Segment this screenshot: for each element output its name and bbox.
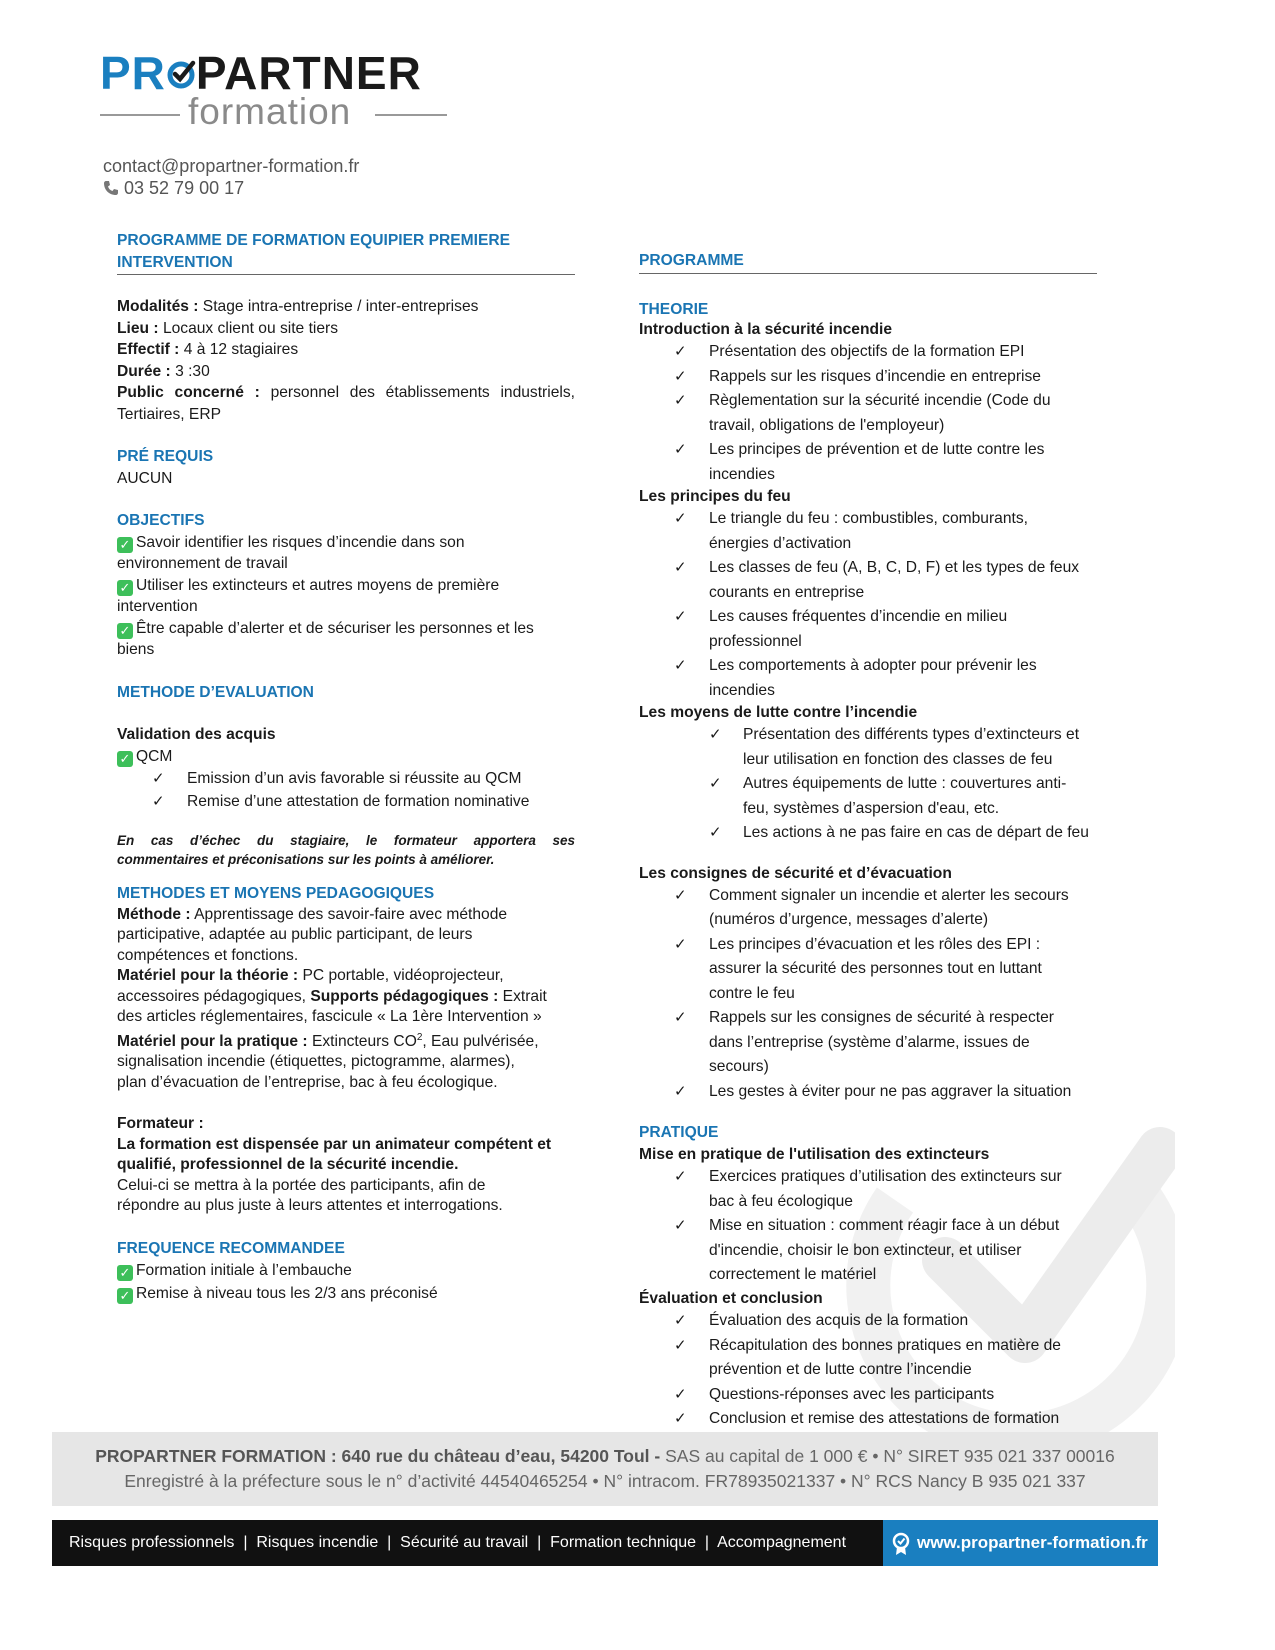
section-title: Les principes du feu	[639, 488, 791, 505]
program-item	[639, 821, 1097, 846]
program-item	[639, 556, 1097, 605]
frequence-text: Remise à niveau tous les 2/3 ans préconisé	[136, 1285, 438, 1303]
frequence-item	[117, 1259, 575, 1282]
check-icon: ✓	[117, 751, 133, 767]
frequence-text: Formation initiale à l’embauche	[136, 1262, 352, 1280]
logo-pro-text: PR	[100, 47, 166, 99]
prerequis-heading: PRÉ REQUIS	[117, 448, 214, 465]
duree-line: Durée : 3 :30	[117, 362, 210, 380]
section-title: Les moyens de lutte contre l’incendie	[639, 704, 918, 721]
program-item	[639, 365, 1097, 390]
tick-icon: ✓	[709, 824, 722, 841]
program-item-line: Les actions à ne pas faire en cas de départ de feu	[743, 824, 1089, 841]
contact-email[interactable]: contact@propartner-formation.fr	[103, 156, 360, 176]
section-title: Évaluation et conclusion	[639, 1289, 823, 1307]
program-item	[639, 438, 1097, 487]
logo-sub-text: formation	[188, 91, 352, 132]
program-item-line: bac à feu écologique	[709, 1192, 853, 1210]
prerequis-value: AUCUN	[117, 469, 173, 487]
tick-icon: ✓	[674, 1168, 687, 1185]
tick-icon: ✓	[674, 1082, 687, 1100]
effectif-line: Effectif : 4 à 12 stagiaires	[117, 341, 299, 358]
frequence-item	[117, 1282, 575, 1305]
tick-icon: ✓	[674, 1217, 687, 1234]
program-item-line: Les gestes à éviter pour ne pas aggraver la situation	[709, 1082, 1072, 1100]
section-title: Mise en pratique de l'utilisation des extincteurs	[639, 1145, 990, 1163]
tick-icon: ✓	[674, 441, 687, 458]
website-text: www.propartner-formation.fr	[917, 1533, 1148, 1552]
logo-subtitle	[100, 92, 474, 132]
lieu-line: Lieu : Locaux client ou site tiers	[117, 319, 339, 337]
tick-icon: ✓	[674, 608, 687, 625]
program-item-line: Évaluation des acquis de la formation	[709, 1312, 969, 1329]
program-item	[639, 884, 1097, 933]
tick-icon: ✓	[152, 770, 165, 787]
tick-icon: ✓	[674, 367, 687, 385]
program-item-line: Règlementation sur la sécurité incendie (Code du	[709, 392, 1051, 409]
check-icon: ✓	[117, 623, 133, 639]
program-item-line: leur utilisation en fonction des classes de feu	[743, 750, 1053, 768]
program-item-line: courants en entreprise	[709, 583, 865, 601]
programme-heading: PROGRAMME	[639, 250, 1097, 274]
echec-note: En cas d’échec du stagiaire, le formateur apportera ses commentaires et préconisations sur les points à améliorer.	[117, 833, 575, 867]
tick-icon: ✓	[674, 559, 687, 576]
program-item-line: correctement le matériel	[709, 1266, 877, 1283]
program-item-line: contre le feu	[709, 984, 795, 1002]
contact-phone[interactable]	[103, 178, 244, 199]
program-item	[639, 1309, 1097, 1334]
program-item-line: Les causes fréquentes d’incendie en milieu	[709, 608, 1008, 625]
tick-icon: ✓	[709, 726, 722, 743]
tick-icon: ✓	[674, 510, 687, 527]
website-link[interactable]	[883, 1520, 1158, 1566]
program-item	[639, 1334, 1097, 1383]
program-item	[639, 340, 1097, 365]
programme-title: PROGRAMME DE FORMATION EQUIPIER PREMIERE INTERVENTION	[117, 230, 575, 275]
logo-partner-text: PARTNER	[195, 47, 422, 99]
program-item	[639, 1214, 1097, 1288]
tick-icon: ✓	[709, 775, 722, 792]
objectif-item	[117, 532, 575, 575]
pratique-sections	[639, 1144, 1097, 1432]
methode-block: Méthode : Apprentissage des savoir-faire avec méthode participative, adaptée au public participant, de leurs compétences et fonctions. Matériel pour la théorie : PC portable, vidéoprojecteur, accessoires pédagogiques, Supports pédagogiques : Extrait des articles réglementaires, fascicule « La 1ère Intervention » Matériel pour la pratique : Extincteurs $CO^2$, Eau pulvérisée, signalisation incendie (étiquettes, pictogramme, alarmes), plan d’évacuation de l’entreprise, bac à feu écologique.	[117, 905, 547, 1091]
program-item-line: Autres équipements de lutte : couvertures anti-	[743, 775, 1067, 792]
program-item-line: d'incendie, choisir le bon extincteur, et utiliser	[709, 1241, 1022, 1259]
program-item-line: dans l’entreprise (système d’alarme, issues de	[709, 1033, 1030, 1051]
check-icon: ✓	[117, 1265, 133, 1281]
evaluation-heading: METHODE D’EVALUATION	[117, 683, 314, 701]
eval-text: Emission d’un avis favorable si réussite au QCM	[187, 770, 522, 787]
objectif-text: Être capable d’alerter et de sécuriser les personnes et les	[136, 619, 534, 637]
objectif-line: intervention	[117, 598, 198, 615]
tick-icon: ✓	[674, 1312, 687, 1329]
eval-item	[117, 790, 575, 813]
program-item-line: Les classes de feu (A, B, C, D, F) et les types de feux	[709, 559, 1080, 576]
eval-text: Remise d’une attestation de formation nominative	[187, 793, 530, 810]
eval-item	[117, 767, 575, 790]
program-item-line: Le triangle du feu : combustibles, comburants,	[709, 510, 1028, 527]
modalites-line: Modalités : Stage intra-entreprise / inter-entreprises	[117, 298, 479, 315]
program-item	[639, 1407, 1097, 1432]
category-links[interactable]: Risques professionnels | Risques incendie | Sécurité au travail | Formation technique | Accompagnement	[69, 1534, 847, 1551]
qcm-line: ✓ QCM	[117, 746, 575, 768]
right-column	[639, 250, 1097, 1432]
program-item	[639, 605, 1097, 654]
tick-icon: ✓	[674, 392, 687, 409]
program-item-line: Les principes d’évacuation et les rôles des EPI :	[709, 935, 1041, 953]
objectif-item	[117, 618, 575, 661]
objectif-text: Savoir identifier les risques d’incendie dans son	[136, 533, 465, 551]
program-item-line: Récapitulation des bonnes pratiques en matière de	[709, 1336, 1061, 1354]
section-title: Les consignes de sécurité et d’évacuation	[639, 864, 952, 882]
objectif-line: biens	[117, 641, 155, 658]
check-icon: ✓	[117, 1288, 133, 1304]
program-item-line: Les comportements à adopter pour prévenir les	[709, 657, 1037, 674]
section-gap	[639, 846, 1097, 864]
tick-icon: ✓	[674, 886, 687, 904]
check-icon: ✓	[117, 580, 133, 596]
program-item-line: Questions-réponses avec les participants	[709, 1385, 995, 1403]
program-item-line: Les principes de prévention et de lutte contre les	[709, 441, 1045, 458]
tick-icon: ✓	[152, 793, 165, 810]
legal-footer: PROPARTNER FORMATION : 640 rue du château d’eau, 54200 Toul - SAS au capital de 1 000 € • N° SIRET 935 021 337 00016 Enregistré à la préfecture sous le n° d’activité 44540465254 • N° intracom. FR78935021337 • N° RCS Nancy B 935 021 337	[52, 1432, 1158, 1506]
phone-number: 03 52 79 00 17	[124, 178, 245, 198]
program-item-line: (numéros d’urgence, messages d’alerte)	[709, 911, 989, 928]
theorie-heading: THEORIE	[639, 300, 709, 318]
program-item-line: travail, obligations de l'employeur)	[709, 416, 945, 434]
left-column	[117, 230, 575, 1305]
frequence-list	[117, 1259, 575, 1305]
public-line-2: Tertiaires, ERP	[117, 405, 221, 423]
program-item-line: prévention et de lutte contre l’incendie	[709, 1361, 972, 1378]
program-item-line: énergies d’activation	[709, 534, 852, 552]
objectifs-heading: OBJECTIFS	[117, 512, 205, 529]
program-item	[639, 1165, 1097, 1214]
program-item-line: Mise en situation : comment réagir face à un début	[709, 1217, 1060, 1234]
program-item-line: Présentation des objectifs de la formation EPI	[709, 343, 1025, 360]
program-item	[639, 1006, 1097, 1080]
logo-check-icon	[166, 57, 196, 91]
tick-icon: ✓	[674, 657, 687, 674]
program-item-line: feu, systèmes d’aspersion d'eau, etc.	[743, 799, 1000, 817]
program-item	[639, 507, 1097, 556]
frequence-heading: FREQUENCE RECOMMANDEE	[117, 1239, 345, 1257]
program-item-line: secours)	[709, 1058, 769, 1075]
program-item-line: Exercices pratiques d’utilisation des extincteurs sur	[709, 1168, 1062, 1185]
program-item-line: professionnel	[709, 632, 802, 650]
objectif-item	[117, 575, 575, 618]
objectif-line	[117, 575, 575, 597]
tick-icon: ✓	[674, 343, 687, 360]
phone-icon	[103, 180, 119, 196]
program-item	[639, 723, 1097, 772]
tick-icon: ✓	[674, 1385, 687, 1403]
objectif-line	[117, 532, 575, 554]
category-bar	[52, 1520, 1158, 1566]
public-line: Public concerné : personnel des établissements industriels,	[117, 384, 575, 401]
objectif-line	[117, 618, 575, 640]
program-item-line: incendies	[709, 681, 775, 699]
program-item-line: Comment signaler un incendie et alerter les secours	[709, 886, 1069, 904]
tick-icon: ✓	[674, 1410, 687, 1427]
badge-icon	[891, 1532, 911, 1556]
methodes-heading: METHODES ET MOYENS PEDAGOGIQUES	[117, 885, 435, 902]
formateur-block: Formateur : La formation est dispensée par un animateur compétent et qualifié, professionnel de la sécurité incendie. Celui-ci se mettra à la portée des participants, afin de répondre au plus juste à leurs attentes et interrogations.	[117, 1115, 552, 1215]
program-item	[639, 933, 1097, 1007]
program-item-line: Rappels sur les risques d’incendie en entreprise	[709, 367, 1041, 385]
program-item-line: Présentation des différents types d’extincteurs et	[743, 726, 1080, 743]
program-item	[639, 1383, 1097, 1408]
theorie-sections	[639, 320, 1097, 1104]
program-item-line: incendies	[709, 465, 775, 483]
validation-label: Validation des acquis	[117, 726, 276, 743]
logo	[100, 47, 422, 99]
program-item-line: Rappels sur les consignes de sécurité à respecter	[709, 1009, 1054, 1026]
program-item-line: Conclusion et remise des attestations de formation	[709, 1410, 1060, 1427]
program-item	[639, 389, 1097, 438]
objectifs-list	[117, 532, 575, 661]
objectif-text: Utiliser les extincteurs et autres moyens de première	[136, 576, 500, 594]
tick-icon: ✓	[674, 1336, 687, 1354]
program-item	[639, 1080, 1097, 1105]
objectif-line: environnement de travail	[117, 555, 288, 572]
tick-icon: ✓	[674, 935, 687, 953]
tick-icon: ✓	[674, 1009, 687, 1026]
program-item	[639, 654, 1097, 703]
program-item-line: assurer la sécurité des personnes tout en luttant	[709, 960, 1042, 977]
check-icon: ✓	[117, 537, 133, 553]
pratique-heading: PRATIQUE	[639, 1124, 719, 1141]
eval-list	[117, 767, 575, 813]
program-item	[639, 772, 1097, 821]
section-title: Introduction à la sécurité incendie	[639, 321, 893, 338]
